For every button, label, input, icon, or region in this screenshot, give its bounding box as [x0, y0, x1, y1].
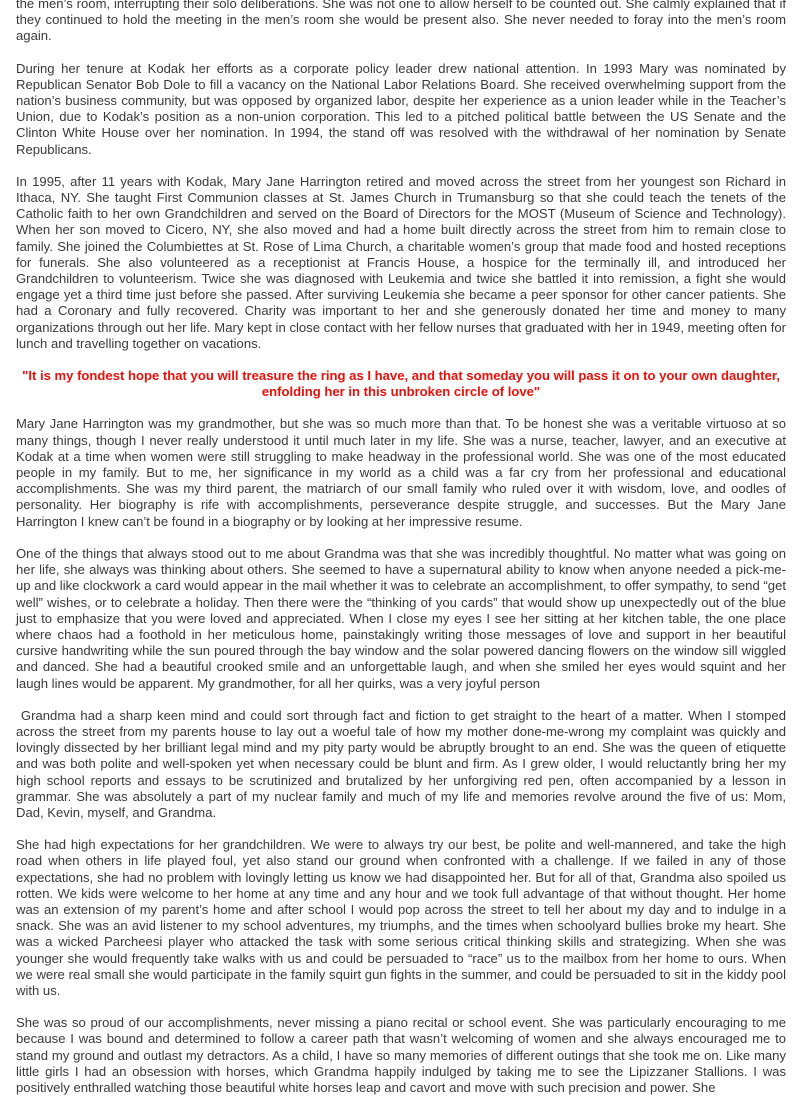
ring-quote: "It is my fondest hope that you will treasure the ring as I have, and that someday you will pass it on to your own daughter, enfolding her in this unbroken circle of love"	[22, 368, 780, 400]
paragraph-grandmother: Mary Jane Harrington was my grandmother, but she was so much more than that. To be honest she was a veritable virtuoso at so many things, though I never really understood it until much later in my life. She was a nurse, teacher, lawyer, and an executive at Kodak at a time when women were still struggling to make headway in the professional world. She was one of the most educated people in my family. But to me, her significance in my world as a child was a far cry from her professional and educational accomplishments. She was my third parent, the matriarch of our small family who ruled over it with wisdom, love, and oodles of personality. Her biography is rife with accomplishments, perseverance despite struggle, and successes. But the Mary Jane Harrington I knew can’t be found in a biography or by looking at her impressive resume.	[16, 416, 786, 529]
paragraph-mens-room: the men’s room, interrupting their solo deliberations. She was not one to allow herself to be counted out. She calmly explained that if they continued to hold the meeting in the men’s room she would be present also. She never needed to foray into the men’s room again.	[16, 0, 786, 44]
paragraph-retirement: In 1995, after 11 years with Kodak, Mary Jane Harrington retired and moved across the street from her youngest son Richard in Ithaca, NY. She taught First Communion classes at St. James Church in Trumansburg so that she could teach the tenets of the Catholic faith to her own Grandchildren and served on the Board of Directors for the MOST (Museum of Science and Technology). When her son moved to Cicero, NY, she also moved and had a home built directly across the street from him to remain close to family. She joined the Columbiettes at St. Rose of Lima Church, a charitable women’s group that made food and hosted receptions for funerals. She also volunteered as a receptionist at Francis House, a hospice for the terminally ill, and introduced her Grandchildren to volunteerism. Twice she was diagnosed with Leukemia and twice she battled it into remission, a fight she would engage yet a third time just before she passed. After surviving Leukemia she became a peer sponsor for other cancer patients. She had a Coronary and fully recovered. Charity was important to her and she generously donated her time and money to many organizations through out her life. Mary kept in close contact with her fellow nurses that graduated with her in 1949, meeting often for lunch and travelling together on vacations.	[16, 173, 786, 351]
paragraph-kodak-tenure: During her tenure at Kodak her efforts as a corporate policy leader drew national attention. In 1993 Mary was nominated by Republican Senator Bob Dole to fill a vacancy on the National Labor Relations Board. She received overwhelming support from the nation’s business community, but was opposed by organized labor, despite her experience as a union leader while in the Teacher’s Union, due to Kodak’s position as a non-union corporation. This led to a pitched political battle between the US Senate and the Clinton White House over her nomination. In 1994, the stand off was resolved with the withdrawal of her nomination by Senate Republicans.	[16, 60, 786, 157]
paragraph-expectations: She had high expectations for her grandchildren. We were to always try our best, be polite and well-mannered, and take the high road when others in life played foul, yet also stand our ground when confronted with a challenge. If we failed in any of those expectations, she had no problem with lovingly letting us know we had disappointed her. But for all of that, Grandma also spoiled us rotten. We kids were welcome to her home at any time and any hour and we took full advantage of that without thought. Her home was an extension of my parent’s home and after school I would pop across the street to tell her about my day and to indulge in a snack. She was an avid listener to my school adventures, my triumphs, and the times when schoolyard bullies broke my heart. She was a wicked Parcheesi player who attacked the task with some serious critical thinking skills and strategizing. When she was younger she would frequently take walks with us and could be persuaded to “race” us to the mailbox from her home to ours. When we were real small she would participate in the family squirt gun fights in the summer, and could be persuaded to sit in the kiddy pool with us.	[16, 837, 786, 998]
document-page	[16, 0, 790, 1095]
paragraph-sharp-mind: Grandma had a sharp keen mind and could sort through fact and fiction to get straight to the heart of a matter. When I stomped across the street from my parents house to lay out a woeful tale of how my mother done-me-wrong my complaint was quickly and lovingly dissected by her brilliant legal mind and my pity party would be abruptly brought to an end. She was the queen of etiquette and was both polite and well-spoken yet when necessary could be blunt and firm. As I grew older, I would reluctantly bring her my high school reports and essays to be scrutinized and brutalized by her unforgiving red pen, often accompanied by a lesson in grammar. She was absolutely a part of my nuclear family and much of my life and memories revolve around the five of us: Mom, Dad, Kevin, myself, and Grandma.	[16, 707, 790, 820]
paragraph-proud: She was so proud of our accomplishments, never missing a piano recital or school event. She was particularly encouraging to me because I was bound and determined to follow a career path that wasn’t welcoming of women and she always encouraged me to stand my ground and outlast my detractors. As a child, I have so many memories of different outings that she took me on. Like many little girls I had an obsession with horses, which Grandma happily indulged by taking me to see the Lipizzaner Stallions. I was positively enthralled watching those beautiful white horses leap and cavort and move with such precision and power. She	[16, 1015, 786, 1095]
paragraph-thoughtful: One of the things that always stood out to me about Grandma was that she was incredibly thoughtful. No matter what was going on her life, she always was thinking about others. She seemed to have a supernatural ability to know when anyone needed a pick-me-up and like clockwork a card would appear in the mail whether it was to celebrate an accomplishment, to offer sympathy, to send “get well” wishes, or to celebrate a holiday. Then there were the “thinking of you cards” that would show up unexpectedly out of the blue just to emphasize that you were loved and appreciated. When I close my eyes I see her sitting at her kitchen table, the one place where chaos had a foothold in her meticulous home, painstakingly writing those messages of love and support in her beautiful cursive handwriting while the sun poured through the bay window and the solar powered dancing flowers on the window sill wiggled and danced. She had a beautiful crooked smile and an unforgettable laugh, and when she smiled her eyes would squint and her laugh lines would be apparent. My grandmother, for all her quirks, was a very joyful person	[16, 545, 786, 691]
